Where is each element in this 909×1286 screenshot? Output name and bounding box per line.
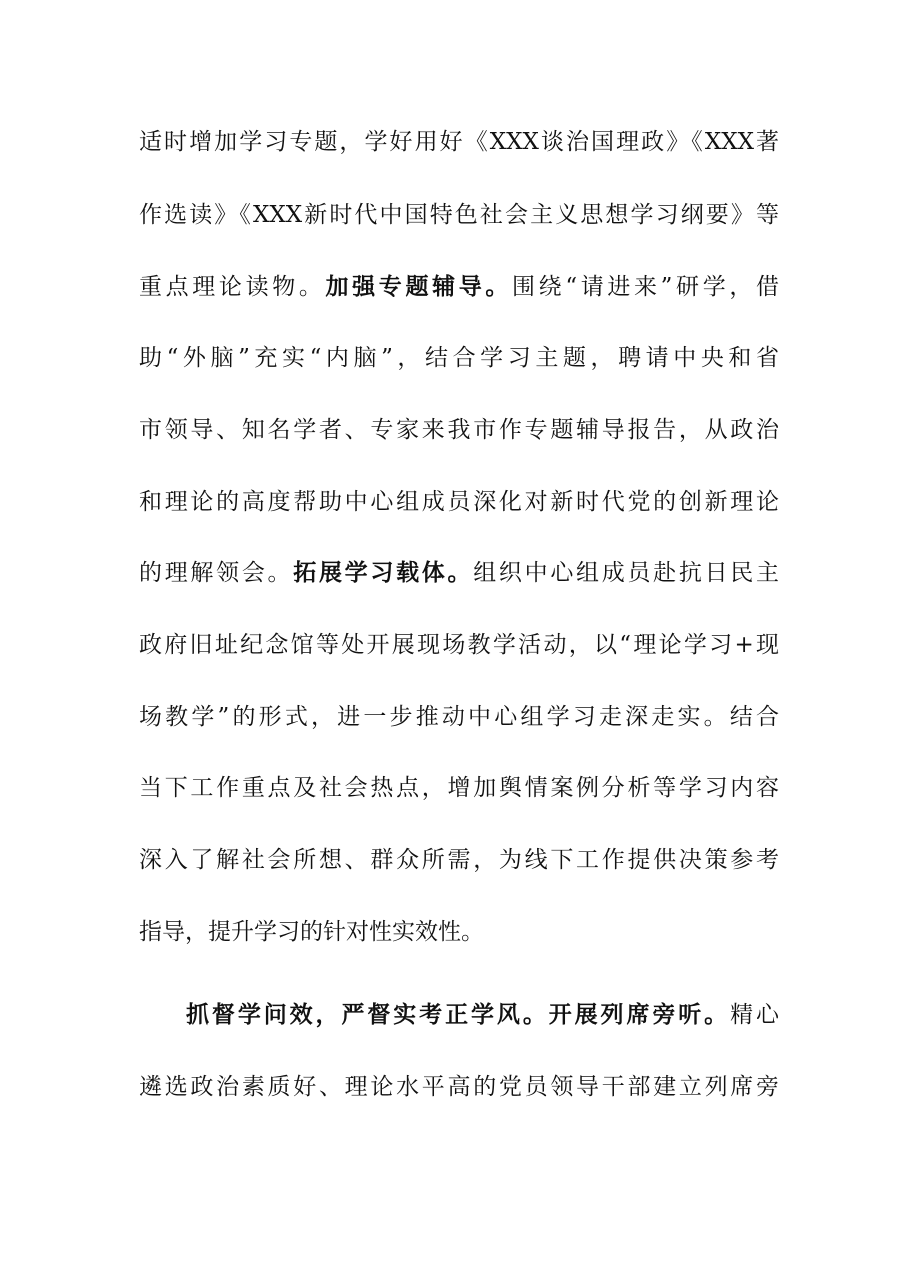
text-line [139,127,779,157]
body-text: 遴选政治素质好、理论水平高的党员领导干部建立列席旁 [139,1074,779,1100]
text-line [139,415,779,445]
body-text: 和理论的高度帮助中心组成员深化对新时代党的创新理论 [139,489,779,515]
body-text: 政府旧址纪念馆等处开展现场教学活动，以“理论学习+现 [139,632,779,658]
text-line [139,272,779,302]
body-text: 的理解领会。 [139,560,294,586]
body-text: 市领导、知名学者、专家来我市作专题辅导报告，从政治 [139,417,779,443]
bold-heading-text: 抓督学问效，严督实考正学风。开展列席旁听。 [186,1001,731,1028]
body-text: 深入了解社会所想、群众所需，为线下工作提供决策参考 [139,847,779,873]
body-text: 精心 [730,1002,780,1028]
bold-heading-text: 加强专题辅导。 [325,273,513,300]
body-text: 作选读》《XXX新时代中国特色社会主义思想学习纲要》等 [139,202,779,228]
text-line [139,702,779,732]
text-line [139,773,779,803]
text-line [139,343,779,373]
body-text: 重点理论读物。 [139,274,326,300]
body-text: 适时增加学习专题，学好用好《XXX谈治国理政》《XXX著 [139,129,779,155]
text-line [139,487,779,517]
body-text: 场教学”的形式，进一步推动中心组学习走深走实。结合 [139,704,779,730]
body-text: 组织中心组成员赴抗日民主 [473,560,780,586]
body-text: 当下工作重点及社会热点，增加舆情案例分析等学习内容 [139,775,779,801]
text-line [186,1000,779,1030]
bold-heading-text: 拓展学习载体。 [293,559,474,586]
body-text: 助“外脑”充实“内脑”，结合学习主题，聘请中央和省 [139,345,779,371]
text-line [139,558,779,588]
text-line [139,845,779,875]
text-line [139,917,779,947]
text-line [139,200,779,230]
body-text: 指导，提升学习的针对性实效性。 [139,919,484,945]
text-line [139,1072,779,1102]
text-line [139,630,779,660]
body-text: 围绕“请进来”研学，借 [512,274,779,300]
